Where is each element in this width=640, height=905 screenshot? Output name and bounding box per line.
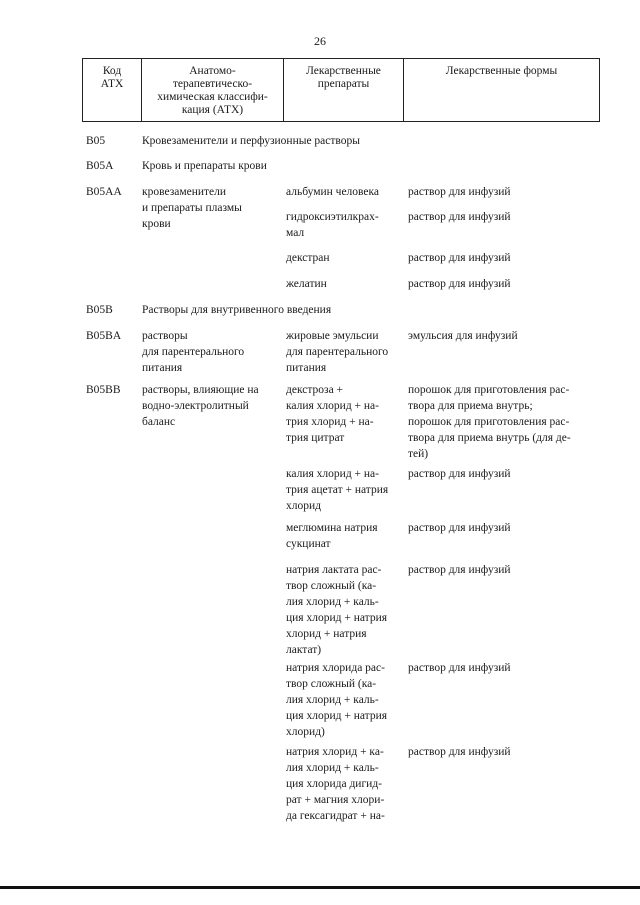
classification: [142, 184, 280, 232]
drug-line: трия ацетат + натрия: [286, 484, 389, 496]
drug-line: хлорид: [286, 500, 321, 512]
drug-line: хлорид + натрия: [286, 628, 367, 640]
category-title: Растворы для внутривенного введения: [142, 304, 332, 316]
drug-name: [286, 466, 404, 514]
header-code-line: АТХ: [100, 78, 124, 90]
drug-line: ция хлорида дигид-: [286, 778, 383, 790]
drug-line: декстроза +: [286, 384, 344, 396]
atc-code: B05B: [86, 304, 113, 316]
page-number: 26: [314, 34, 326, 48]
drug-name: [286, 520, 404, 552]
drug-line: лия хлорид + каль-: [286, 694, 379, 706]
atc-code: B05AA: [86, 186, 122, 198]
form-line: тей): [408, 448, 429, 460]
drug-line: лактат): [286, 644, 322, 656]
category-title: Кровезаменители и перфузионные растворы: [142, 135, 360, 147]
classification-line: крови: [142, 218, 171, 230]
drug-line: ция хлорид + натрия: [286, 612, 388, 624]
drug-line: натрия хлорид + ка-: [286, 746, 384, 758]
form-line: твора для приема внутрь (для де-: [408, 432, 571, 444]
drug-line: питания: [286, 362, 327, 374]
drug-line: трия хлорид + на-: [286, 416, 374, 428]
dosage-form: [408, 562, 618, 578]
drug-line: калия хлорид + на-: [286, 400, 379, 412]
drug-line: трия цитрат: [286, 432, 345, 444]
dosage-form: [408, 520, 618, 536]
drug-name: [286, 184, 404, 200]
dosage-form: [408, 276, 618, 292]
drug-name: [286, 250, 404, 266]
dosage-form: [408, 744, 618, 760]
classification-line: и препараты плазмы: [142, 202, 242, 214]
header-forms-line: Лекарственные формы: [445, 65, 558, 77]
form-line: раствор для инфузий: [408, 468, 511, 480]
drug-name: [286, 562, 404, 658]
form-line: эмульсия для инфузий: [408, 330, 518, 342]
drug-line: да гексагидрат + на-: [286, 810, 385, 822]
classification-line: водно-электролитный: [142, 400, 249, 412]
header-atc-line: Анатомо-: [189, 65, 236, 77]
classification-line: питания: [142, 362, 183, 374]
dosage-form: [408, 660, 618, 676]
drug-line: гидроксиэтилкрах-: [286, 211, 379, 223]
form-line: раствор для инфузий: [408, 564, 511, 576]
drug-line: декстран: [286, 252, 330, 264]
drug-line: ция хлорид + натрия: [286, 710, 388, 722]
dosage-form: [408, 382, 618, 462]
form-line: твора для приема внутрь;: [408, 400, 533, 412]
drug-line: твор сложный (ка-: [286, 580, 377, 592]
category-title: Кровь и препараты крови: [142, 160, 267, 172]
atc-code: B05BB: [86, 384, 121, 396]
classification: [142, 328, 280, 376]
drug-line: натрия лактата рас-: [286, 564, 382, 576]
header-atc-line: кация (АТХ): [181, 104, 244, 116]
drug-line: натрия хлорида рас-: [286, 662, 385, 674]
dosage-form: [408, 466, 618, 482]
header-drugs-line: препараты: [317, 78, 370, 90]
header-drugs-line: Лекарственные: [306, 65, 381, 77]
dosage-form: [408, 209, 618, 225]
form-line: порошок для приготовления рас-: [408, 384, 570, 396]
drug-line: жировые эмульсии: [286, 330, 379, 342]
drug-line: для парентерального: [286, 346, 389, 358]
table-header: [82, 58, 600, 122]
drug-line: твор сложный (ка-: [286, 678, 377, 690]
form-line: порошок для приготовления рас-: [408, 416, 570, 428]
drug-line: калия хлорид + на-: [286, 468, 379, 480]
classification: [142, 382, 280, 430]
dosage-form: [408, 184, 618, 200]
drug-name: [286, 328, 404, 376]
drug-name: [286, 660, 404, 740]
header-code: [83, 59, 141, 121]
drug-line: рат + магния хлори-: [286, 794, 385, 806]
drug-line: желатин: [286, 278, 327, 290]
header-atc: [141, 59, 283, 121]
form-line: раствор для инфузий: [408, 522, 511, 534]
drug-name: [286, 744, 404, 824]
classification-line: растворы: [142, 330, 188, 342]
drug-line: лия хлорид + каль-: [286, 596, 379, 608]
atc-code: B05BA: [86, 330, 122, 342]
form-line: раствор для инфузий: [408, 662, 511, 674]
form-line: раствор для инфузий: [408, 211, 511, 223]
atc-code: B05A: [86, 160, 114, 172]
drug-line: сукцинат: [286, 538, 331, 550]
classification-line: кровезаменители: [142, 186, 227, 198]
drug-line: альбумин человека: [286, 186, 380, 198]
form-line: раствор для инфузий: [408, 746, 511, 758]
dosage-form: [408, 328, 618, 344]
form-line: раствор для инфузий: [408, 252, 511, 264]
drug-line: мал: [286, 227, 305, 239]
header-forms: [403, 59, 599, 121]
drug-line: меглюмина натрия: [286, 522, 378, 534]
bottom-rule: [0, 886, 640, 889]
drug-name: [286, 276, 404, 292]
form-line: раствор для инфузий: [408, 186, 511, 198]
header-atc-line: химическая классифи-: [157, 91, 268, 103]
drug-name: [286, 382, 404, 446]
classification-line: растворы, влияющие на: [142, 384, 259, 396]
atc-code: B05: [86, 135, 106, 147]
header-drugs: [283, 59, 403, 121]
form-line: раствор для инфузий: [408, 278, 511, 290]
drug-name: [286, 209, 404, 241]
dosage-form: [408, 250, 618, 266]
classification-line: баланс: [142, 416, 176, 428]
classification-line: для парентерального: [142, 346, 245, 358]
drug-line: хлорид): [286, 726, 325, 738]
header-atc-line: терапевтическо-: [172, 78, 253, 90]
header-code-line: Код: [102, 65, 122, 77]
drug-line: лия хлорид + каль-: [286, 762, 379, 774]
